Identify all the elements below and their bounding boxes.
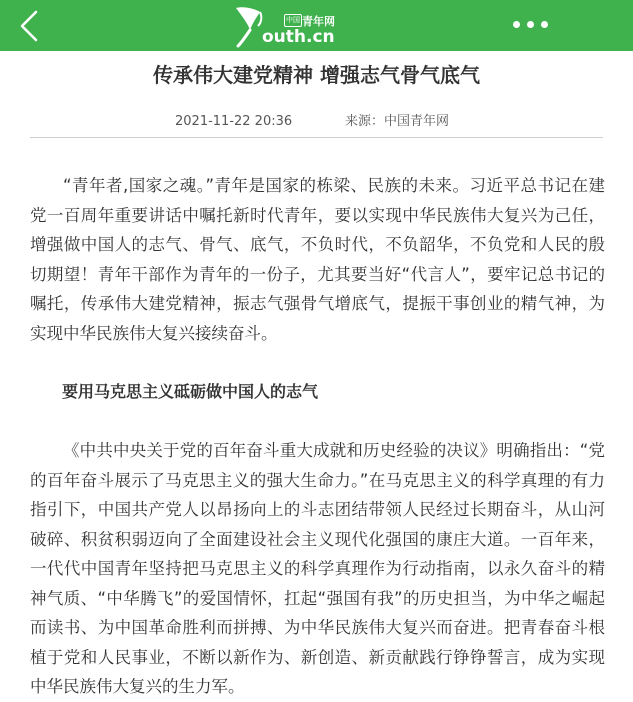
meta-divider bbox=[30, 137, 603, 138]
top-navigation-bar bbox=[0, 0, 633, 51]
section-subheading: 要用马克思主义砥砺做中国人的志气 bbox=[62, 382, 319, 401]
article-title: 传承伟大建党精神 增强志气骨气底气 bbox=[153, 63, 480, 87]
logo-domain-text: outh.cn bbox=[262, 27, 335, 47]
article-paragraph: “青年者,国家之魂。”青年是国家的栋梁、民族的未来。习近平总书记在建党一百周年重要讲话中嘱托新时代青年，要以实现中华民族伟大复兴为己任，增强做中国人的志气、骨气、底气，不负时代，不负韶华，不负党和人民的殷切期望！青年干部作为青年的一份子，尤其要当好“代言人”，要牢记总书记的嘱托，传承伟大建党精神，振志气强骨气增底气，提振干事创业的精气神，为实现中华民族伟大复兴接续奋斗。 bbox=[30, 176, 605, 343]
more-dots-icon bbox=[513, 21, 520, 28]
chevron-left-icon bbox=[14, 8, 48, 44]
article-paragraph: 《中共中央关于党的百年奋斗重大成就和历史经验的决议》明确指出：“党的百年奋斗展示了马克思主义的强大生命力。”在马克思主义的科学真理的有力指引下，中国共产党人以昂扬向上的斗志团结带领人民经过长期奋斗，从山河破碎、积贫积弱迈向了全面建设社会主义现代化强国的康庄大道。一百年来，一代代中国青年坚持把马克思主义的科学真理作为行动指南，以永久奋斗的精神气质、“中华腾飞”的爱国情怀，扛起“强国有我”的历史担当，为中华之崛起而读书、为中国革命胜利而拼搏、为中华民族伟大复兴而奋进。把青春奋斗根植于党和人民事业，不断以新作为、新创造、新贡献践行铮铮誓言，成为实现中华民族伟大复兴的生力军。 bbox=[30, 441, 605, 696]
logo-cn-badge: 中国 bbox=[284, 14, 302, 27]
logo-cn-text: 青年网 bbox=[302, 15, 335, 28]
youth-cn-logo[interactable] bbox=[232, 4, 335, 48]
more-dots-icon bbox=[527, 21, 534, 28]
article-body bbox=[30, 171, 605, 702]
back-button[interactable] bbox=[14, 8, 48, 44]
article-source: 来源：中国青年网 bbox=[345, 114, 450, 129]
more-options-button[interactable] bbox=[508, 14, 552, 36]
publish-date: 2021-11-22 20:36 bbox=[175, 114, 293, 129]
more-dots-icon bbox=[541, 21, 548, 28]
